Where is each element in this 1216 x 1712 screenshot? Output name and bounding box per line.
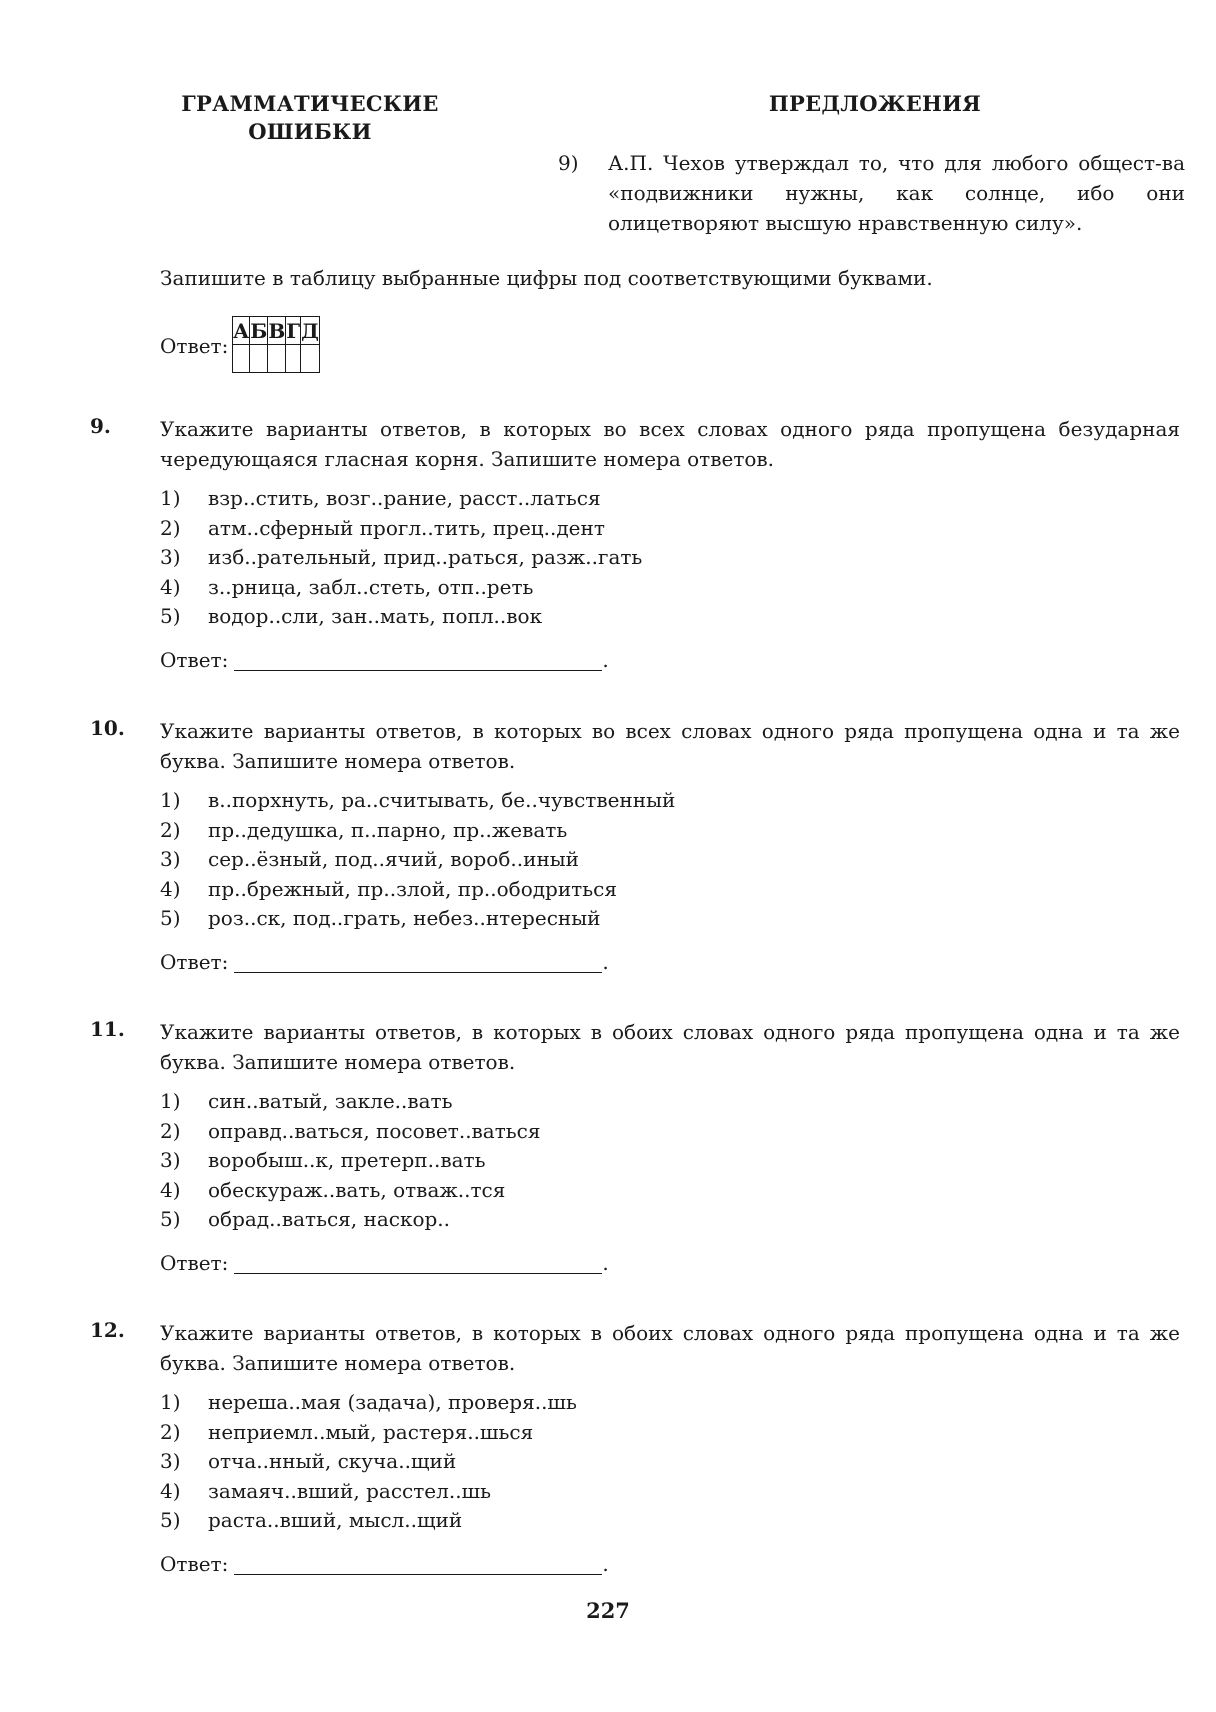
option-text: обрад..ваться, наскор.. xyxy=(208,1207,451,1231)
option-text: оправд..ваться, посовет..ваться xyxy=(208,1118,541,1143)
option-text: водор..сли, зан..мать, попл..вок xyxy=(208,604,543,628)
option-text: раста..вший, мысл..щий xyxy=(208,1508,463,1532)
option-text: замаяч..вший, расстел..шь xyxy=(208,1478,492,1503)
task-11 xyxy=(90,1017,1190,1277)
task-12 xyxy=(90,1318,1190,1578)
option-text: пр..брежный, пр..злой, пр..ободриться xyxy=(208,876,617,901)
option-number: 3) xyxy=(160,1449,181,1473)
option-item xyxy=(160,573,1190,603)
option-text: в..порхнуть, ра..считывать, бе..чувственный xyxy=(208,788,676,812)
option-number: 5) xyxy=(160,604,181,628)
answer-grid-cell[interactable] xyxy=(301,345,320,373)
answer-row: Ответ: . xyxy=(160,949,609,974)
option-number: 1) xyxy=(160,788,181,812)
option-number: 5) xyxy=(160,906,181,930)
answer-label: Ответ: xyxy=(160,949,229,974)
option-text: обескураж..вать, отваж..тся xyxy=(208,1177,506,1202)
option-number: 2) xyxy=(160,1419,181,1444)
table-instruction: Запишите в таблицу выбранные цифры под соответствующими буквами. xyxy=(160,266,933,290)
task-10 xyxy=(90,716,1190,976)
option-item xyxy=(160,1388,1190,1418)
answer-grid-letter: А xyxy=(233,318,250,343)
option-number: 3) xyxy=(160,847,181,871)
option-item xyxy=(160,786,1190,816)
task-prompt: Укажите варианты ответов, в которых во всех словах одного ряда пропущена безударная чередующаяся гласная корня. Запишите номера ответов. xyxy=(160,417,1180,471)
sentence-text: А.П. Чехов утверждал то, что для любого общест-ва «подвижники нужны, как солнце, ибо они олицетворяют высшую нравственную силу». xyxy=(608,151,1185,235)
answer-line[interactable] xyxy=(234,950,602,973)
option-item xyxy=(160,1146,1190,1176)
answer-grid-cell[interactable] xyxy=(268,345,286,373)
task-number: 11. xyxy=(90,1017,125,1041)
column-header-sentences: ПРЕДЛОЖЕНИЯ xyxy=(768,91,982,116)
answer-label: Ответ: xyxy=(160,1551,229,1576)
option-text: сер..ёзный, под..ячий, вороб..иный xyxy=(208,847,580,871)
option-number: 2) xyxy=(160,1118,181,1143)
option-item xyxy=(160,1447,1190,1477)
option-item xyxy=(160,904,1190,934)
option-list xyxy=(160,1388,1190,1536)
task-prompt: Укажите варианты ответов, в которых в обоих словах одного ряда пропущена одна и та же буква. Запишите номера ответов. xyxy=(160,1020,1180,1074)
option-item xyxy=(160,816,1190,846)
option-text: отча..нный, скуча..щий xyxy=(208,1449,457,1473)
option-item xyxy=(160,1506,1190,1536)
option-text: неприемл..мый, растеря..шься xyxy=(208,1419,534,1444)
option-number: 4) xyxy=(160,574,181,599)
page-number: 227 xyxy=(586,1598,630,1623)
task-number: 12. xyxy=(90,1318,125,1342)
answer-grid-letter: Б xyxy=(250,318,268,343)
option-number: 4) xyxy=(160,1177,181,1202)
option-number: 1) xyxy=(160,1390,181,1414)
answer-line[interactable] xyxy=(234,648,602,671)
task-number: 9. xyxy=(90,414,111,438)
option-text: з..рница, забл..стеть, отп..реть xyxy=(208,574,534,599)
option-text: изб..рательный, прид..раться, разж..гать xyxy=(208,545,643,569)
answer-row: Ответ: . xyxy=(160,1551,609,1576)
answer-grid-header-row xyxy=(233,317,320,345)
answer-line[interactable] xyxy=(234,1552,602,1575)
option-text: пр..дедушка, п..парно, пр..жевать xyxy=(208,817,568,842)
option-number: 4) xyxy=(160,1478,181,1503)
answer-table-label: Ответ: xyxy=(160,334,229,358)
task-prompt: Укажите варианты ответов, в которых в обоих словах одного ряда пропущена одна и та же буква. Запишите номера ответов. xyxy=(160,1321,1180,1375)
option-item xyxy=(160,1176,1190,1206)
option-item xyxy=(160,845,1190,875)
task-number: 10. xyxy=(90,716,125,740)
answer-grid-cell[interactable] xyxy=(286,345,301,373)
option-number: 2) xyxy=(160,515,181,540)
option-item xyxy=(160,1205,1190,1235)
answer-grid-letter: Д xyxy=(301,318,319,343)
option-text: роз..ск, под..грать, небез..нтересный xyxy=(208,906,601,930)
answer-grid-letter: Г xyxy=(286,318,301,343)
option-text: воробыш..к, претерп..вать xyxy=(208,1148,486,1172)
task-prompt: Укажите варианты ответов, в которых во всех словах одного ряда пропущена одна и та же буква. Запишите номера ответов. xyxy=(160,719,1180,773)
option-number: 5) xyxy=(160,1508,181,1532)
option-item xyxy=(160,602,1190,632)
option-text: нереша..мая (задача), проверя..шь xyxy=(208,1390,577,1414)
answer-grid-cell[interactable] xyxy=(250,345,268,373)
option-number: 3) xyxy=(160,545,181,569)
option-text: атм..сферный прогл..тить, прец..дент xyxy=(208,515,605,540)
answer-row: Ответ: . xyxy=(160,1250,609,1275)
answer-grid xyxy=(232,316,320,373)
answer-label: Ответ: xyxy=(160,647,229,672)
option-item xyxy=(160,543,1190,573)
option-item xyxy=(160,1117,1190,1147)
option-number: 3) xyxy=(160,1148,181,1172)
answer-grid-input-row xyxy=(233,345,320,373)
option-list xyxy=(160,786,1190,934)
option-text: взр..стить, возг..рание, расст..латься xyxy=(208,486,601,510)
option-item xyxy=(160,484,1190,514)
answer-grid-letter: В xyxy=(268,318,286,343)
option-number: 1) xyxy=(160,1089,181,1113)
option-item xyxy=(160,1087,1190,1117)
task-9 xyxy=(90,414,1190,674)
answer-line[interactable] xyxy=(234,1251,602,1274)
option-text: син..ватый, закле..вать xyxy=(208,1089,453,1113)
option-number: 4) xyxy=(160,876,181,901)
sentence-number: 9) xyxy=(558,151,579,175)
answer-grid-cell[interactable] xyxy=(233,345,250,373)
column-header-errors: ГРАММАТИЧЕСКИЕ ОШИБКИ xyxy=(181,91,439,144)
option-number: 1) xyxy=(160,486,181,510)
sentence-9 xyxy=(560,148,1185,238)
option-item xyxy=(160,1418,1190,1448)
option-item xyxy=(160,514,1190,544)
answer-label: Ответ: xyxy=(160,1250,229,1275)
option-list xyxy=(160,484,1190,632)
option-number: 5) xyxy=(160,1207,181,1231)
answer-row: Ответ: . xyxy=(160,647,609,672)
option-list xyxy=(160,1087,1190,1235)
option-item xyxy=(160,875,1190,905)
option-item xyxy=(160,1477,1190,1507)
option-number: 2) xyxy=(160,817,181,842)
